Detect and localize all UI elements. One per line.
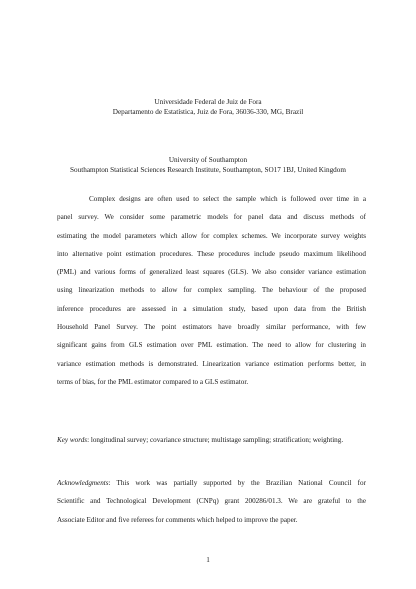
- abstract-line: significant gains from GLS estimation over PML estimation. The need to allow for clustering in: [57, 341, 366, 350]
- abstract-line: into alternative point estimation procedures. These procedures include pseudo maximum likelihood: [57, 249, 366, 258]
- abstract-line: inference procedures are assessed in a simulation study, based upon data from the British: [57, 304, 366, 313]
- abstract: [57, 190, 366, 391]
- keywords-label: Key words: [57, 436, 88, 444]
- acknowledgments: Acknowledgments: This work was partially supported by the Brazilian National Council for Scientific and Technological Development (CNPq) grant 200286/01.3. We are grateful to the Associate Editor and five referees for comments which helped to improve the paper.: [57, 474, 366, 529]
- abstract-line: Household Panel Survey. The point estimators have broadly similar performance, with few: [57, 323, 366, 332]
- acknowledgments-line: Scientific and Technological Development (CNPq) grant 200286/01.3. We are grateful to the: [57, 497, 366, 506]
- abstract-line: terms of bias, for the PML estimator compared to a GLS estimator.: [57, 377, 249, 386]
- abstract-line: panel survey. We consider some parametric models for panel data and discuss methods of: [57, 213, 366, 222]
- acknowledgments-line: Associate Editor and five referees for comments which helped to improve the paper.: [57, 515, 298, 524]
- affiliation-1-address: Departamento de Estatística, Juiz de Fora, 36036-330, MG, Brazil: [112, 108, 304, 116]
- abstract-line: using linearization methods to allow for complex sampling. The behaviour of the proposed: [57, 286, 366, 295]
- affiliation-2-address: Southampton Statistical Sciences Research Institute, Southampton, SO17 1BJ, United Kingdom: [70, 166, 346, 174]
- keywords: [57, 431, 366, 449]
- acknowledgments-label: Acknowledgments: [57, 479, 109, 487]
- abstract-line: variance estimation methods is demonstrated. Linearization variance estimation performs better, in: [57, 359, 366, 368]
- affiliation-1-name: Universidade Federal de Juiz de Fora: [154, 98, 262, 106]
- abstract-line: Complex designs are often used to select the sample which is followed over time in a: [89, 195, 366, 203]
- keywords-text: : longitudinal survey; covariance structure; multistage sampling; stratification; weighting.: [87, 436, 344, 444]
- affiliation-2-name: University of Southampton: [168, 156, 248, 164]
- abstract-line: estimating the model parameters which allow for complex schemes. We incorporate survey weights: [57, 231, 366, 240]
- page-number: 1: [206, 556, 210, 564]
- abstract-line: (PML) and various forms of generalized least squares (GLS). We also consider variance estimation: [57, 268, 366, 277]
